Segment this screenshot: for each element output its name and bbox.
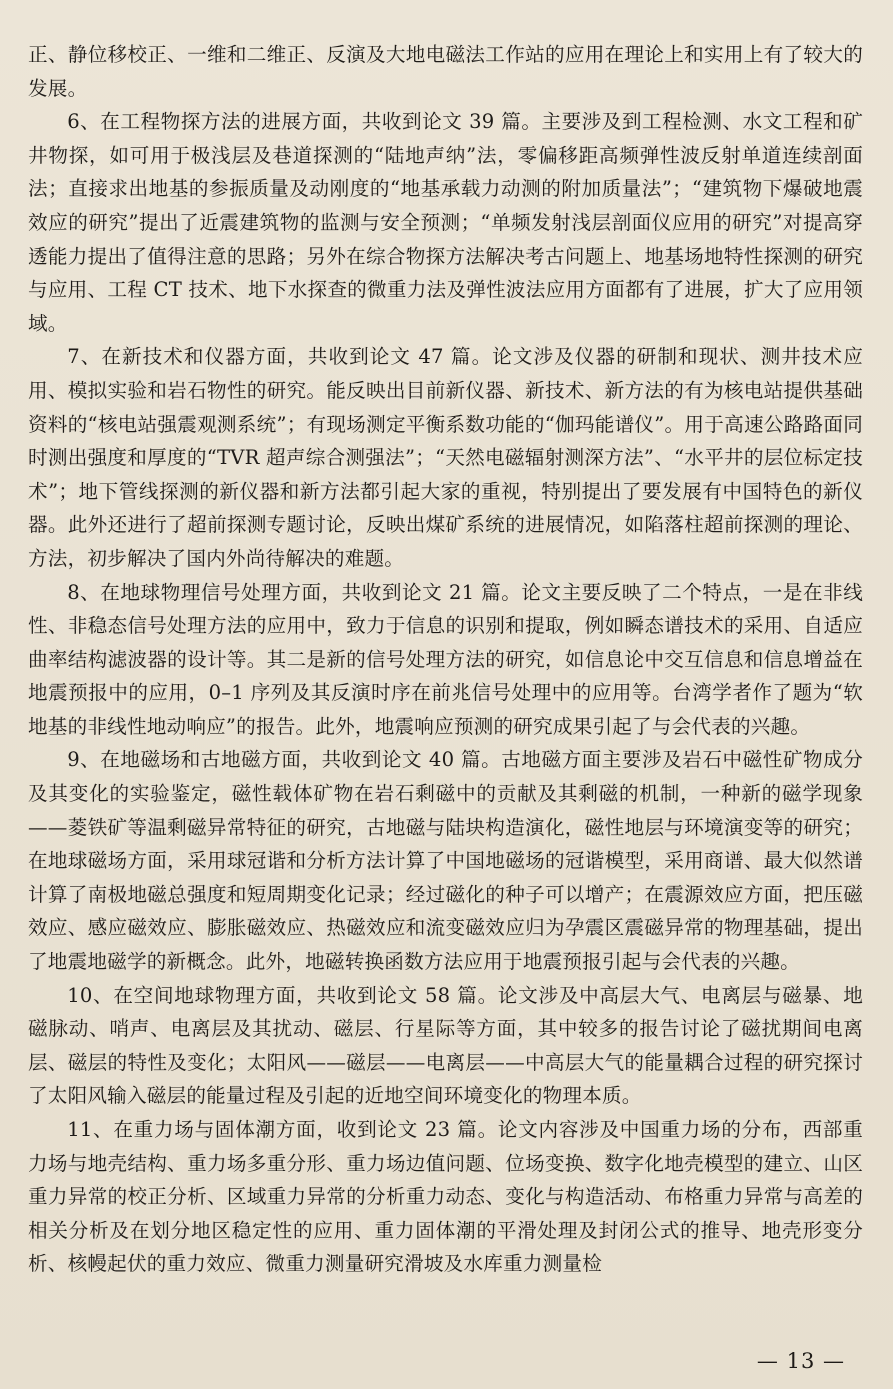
paragraph: 正、静位移校正、一维和二维正、反演及大地电磁法工作站的应用在理论上和实用上有了较大的发展。 (28, 43, 863, 100)
paragraph: 9、在地磁场和古地磁方面，共收到论文 40 篇。古地磁方面主要涉及岩石中磁性矿物成分及其变化的实验鉴定，磁性载体矿物在岩石剩磁中的贡献及其剩磁的机制，一种新的磁学现象——菱铁矿等温剩磁异常特征的研究，古地磁与陆块构造演化，磁性地层与环境演变等的研究；在地球磁场方面，采用球冠谐和分析方法计算了中国地磁场的冠谐模型，采用商谱、最大似然谱计算了南极地磁总强度和短周期变化记录；经过磁化的种子可以增产；在震源效应方面，把压磁效应、感应磁效应、膨胀磁效应、热磁效应和流变磁效应归为孕震区震磁异常的物理基础，提出了地震地磁学的新概念。此外，地磁转换函数方法应用于地震预报引起与会代表的兴趣。 (28, 748, 863, 974)
paragraph: 8、在地球物理信号处理方面，共收到论文 21 篇。论文主要反映了二个特点，一是在非线性、非稳态信号处理方法的应用中，致力于信息的识别和提取，例如瞬态谱技术的采用、自适应曲率结构滤波器的设计等。其二是新的信号处理方法的研究，如信息论中交互信息和信息增益在地震预报中的应用，0–1 序列及其反演时序在前兆信号处理中的应用等。台湾学者作了题为“软地基的非线性地动响应”的报告。此外，地震响应预测的研究成果引起了与会代表的兴趣。 (28, 580, 863, 738)
page-number: — 13 — (756, 1349, 845, 1373)
paragraph: 6、在工程物探方法的进展方面，共收到论文 39 篇。主要涉及到工程检测、水文工程和矿井物探，如可用于极浅层及巷道探测的“陆地声纳”法，零偏移距高频弹性波反射单道连续剖面法；直接求出地基的参振质量及动刚度的“地基承载力动测的附加质量法”；“建筑物下爆破地震效应的研究”提出了近震建筑物的监测与安全预测；“单频发射浅层剖面仪应用的研究”对提高穿透能力提出了值得注意的思路；另外在综合物探方法解决考古问题上、地基场地特性探测的研究与应用、工程 CT 技术、地下水探查的微重力法及弹性波法应用方面都有了进展，扩大了应用领域。 (28, 110, 863, 335)
body-text (28, 38, 863, 1281)
paragraph: 10、在空间地球物理方面，共收到论文 58 篇。论文涉及中高层大气、电离层与磁暴、地磁脉动、哨声、电离层及其扰动、磁层、行星际等方面，其中较多的报告讨论了磁扰期间电离层、磁层的特性及变化；太阳风——磁层——电离层——中高层大气的能量耦合过程的研究探讨了太阳风输入磁层的能量过程及引起的近地空间环境变化的物理本质。 (28, 983, 863, 1108)
paragraph: 7、在新技术和仪器方面，共收到论文 47 篇。论文涉及仪器的研制和现状、测井技术应用、模拟实验和岩石物性的研究。能反映出目前新仪器、新技术、新方法的有为核电站提供基础资料的“核电站强震观测系统”；有现场测定平衡系数功能的“伽玛能谱仪”。用于高速公路路面同时测出强度和厚度的“TVR 超声综合测强法”；“天然电磁辐射测深方法”、“水平井的层位标定技术”；地下管线探测的新仪器和新方法都引起大家的重视，特别提出了要发展有中国特色的新仪器。此外还进行了超前探测专题讨论，反映出煤矿系统的进展情况，如陷落柱超前探测的理论、方法，初步解决了国内外尚待解决的难题。 (28, 345, 863, 570)
paragraph: 11、在重力场与固体潮方面，收到论文 23 篇。论文内容涉及中国重力场的分布，西部重力场与地壳结构、重力场多重分形、重力场边值问题、位场变换、数字化地壳模型的建立、山区重力异常的校正分析、区域重力异常的分析重力动态、变化与构造活动、布格重力异常与高差的相关分析及在划分地区稳定性的应用、重力固体潮的平滑处理及封闭公式的推导、地壳形变分析、核幔起伏的重力效应、微重力测量研究滑坡及水库重力测量检 (28, 1118, 863, 1276)
